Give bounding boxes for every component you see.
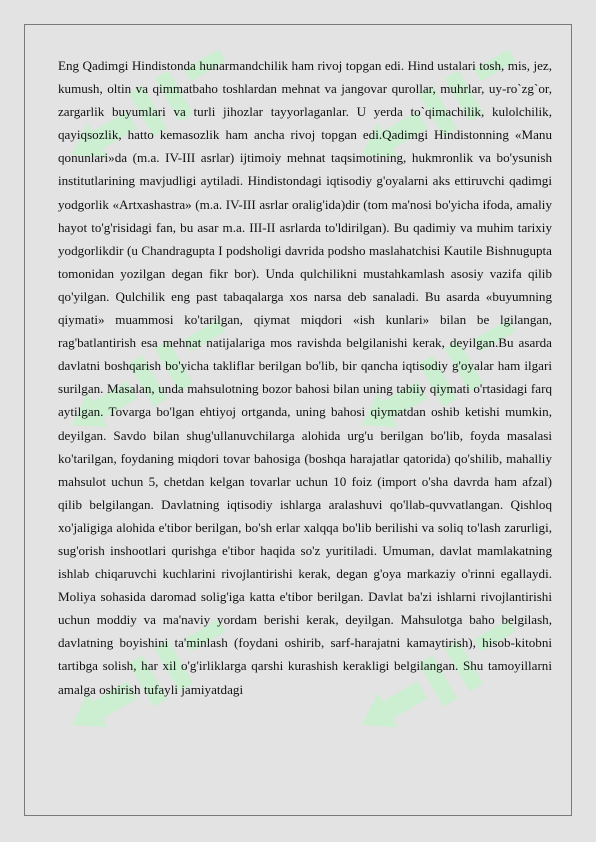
body-paragraph: Eng Qadimgi Hindistonda hunarmandchilik ham rivoj topgan edi. Hind ustalari tosh, mis, jez, kumush, oltin va qimmatbaho toshlardan mehnat va jangovar qurollar, muhrlar, uy-ro`zg`or, zargarlik buyumlari va turli jihozlar tayyorlaganlar. U yerda to`qimachilik, kulolchilik, qayiqsozlik, hatto kemasozlik ham ancha rivoj topgan edi.Qadimgi Hindistonning «Manu qonunlari»da (m.a. IV-III asrlar) ijtimoiy mehnat taqsimotining, hukmronlik va bo'ysunish institutlarining mavjudligi aytiladi. Hindistondagi iqtisodiy g'oyalarni aks ettiruvchi qadimgi yodgorlik «Artxashastra» (m.a. IV-III asrlar oralig'ida)dir (tom ma'nosi bo'yicha ifoda, amaliy hayot to'g'risidagi fan, bu asar m.a. III-II asrlarda to'ldirilgan). Bu qadimiy va muhim tarixiy yodgorlikdir (u Chandragupta I podsholigi davrida podsho maslahatchisi Kautile Bishnugupta tomonidan yozilgan degan fikr bor). Unda qulchilikni mustahkamlash asosiy vazifa qilib qo'yilgan. Qulchilik eng past tabaqalarga xos narsa deb sanaladi. Bu asarda «buyumning qiymati» muammosi ko'tarilgan, qiymat miqdori «ish kunlari» bilan be lgilangan, rag'batlantirish esa mehnat natijalariga mos ravishda belgilanishi kerak, deyilgan.Bu asarda davlatni boshqarish bo'yicha takliflar berilgan bo'lib, bir qancha iqtisodiy g'oyalar ham ilgari surilgan. Masalan, unda mahsulotning bozor bahosi bilan uning tabiiy qiymati o'rtasidagi farq aytilgan. Tovarga bo'lgan ehtiyoj ortganda, uning bahosi qiymatdan oshib ketishi mumkin, deyilgan. Savdo bilan shug'ullanuvchilarga alohida urg'u berilgan bo'lib, foyda masalasi ko'tarilgan, foydaning miqdori tovar bahosiga (boshqa harajatlar qatorida) qo'shilib, mahalliy mahsulot uchun 5, chetdan kelgan tovarlar uchun 10 foiz (import o'sha davrda ham afzal) qilib belgilangan. Davlatning iqtisodiy ishlarga aralashuvi qo'llab-quvvatlangan. Qishloq xo'jaligiga alohida e'tibor berilgan, bo'sh erlar xalqqa bo'lib berilishi va soliq to'lash zarurligi, sug'orish inshootlari qurishga e'tibor haqida so'z yuritiladi. Umuman, davlat mamlakatning ishlab chiqaruvchi kuchlarini rivojlantirishi kerak, degan g'oya markaziy o'rinni egallaydi. Moliya sohasida daromad solig'iga katta e'tibor berilgan. Davlat ba'zi ishlarni rivojlantirishi uchun moddiy va ma'naviy yordam berishi kerak, deyilgan. Mahsulotga baho belgilash, davlatning boyishini ta'minlash (foydani oshirib, sarf-harajatni kamaytirish), hisob-kitobni tartibga solish, har xil o'g'irliklarga qarshi kurashish kerakligi belgilangan. Shu tamoyillarni amalga oshirish tufayli jamiyatdagi: [58, 58, 552, 697]
